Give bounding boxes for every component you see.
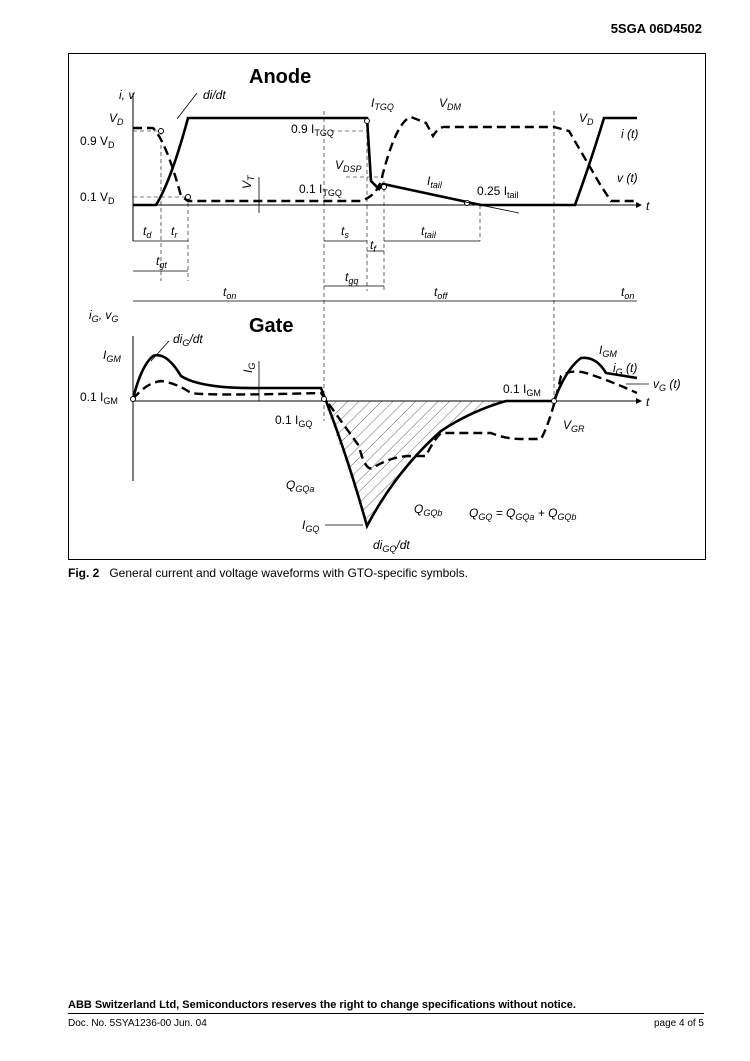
qgqa-label bbox=[286, 478, 314, 494]
toff-label bbox=[434, 285, 449, 301]
qgqa-main: Q bbox=[286, 478, 296, 492]
footer-divider bbox=[68, 1013, 704, 1014]
igm-right-sub: GM bbox=[602, 349, 617, 359]
ttail-sub: tail bbox=[424, 230, 436, 240]
ttail-main: t bbox=[421, 224, 425, 238]
digdt-end: /dt bbox=[189, 332, 203, 346]
vg-t-sub: G bbox=[659, 383, 667, 393]
td-label bbox=[143, 224, 152, 240]
tr-main: t bbox=[171, 224, 175, 238]
ttail-label bbox=[421, 224, 437, 240]
tgt-label bbox=[156, 254, 167, 270]
i01gq-main: 0.1 I bbox=[275, 413, 299, 427]
ig-t-main: i bbox=[613, 361, 616, 375]
document-code: 5SGA 06D4502 bbox=[610, 21, 702, 36]
ig-t-end: (t) bbox=[622, 361, 638, 375]
ts-sub: s bbox=[344, 230, 349, 240]
ig-t-sub: G bbox=[615, 367, 623, 377]
ton-label bbox=[223, 285, 236, 301]
formula-q: Q bbox=[469, 506, 479, 520]
v01-main: 0.1 V bbox=[80, 190, 109, 204]
tgq-sub: gq bbox=[348, 276, 359, 286]
vd-label bbox=[109, 111, 124, 127]
itgq-label bbox=[371, 96, 394, 112]
vd-right-sub: D bbox=[587, 117, 594, 127]
vdm-main: V bbox=[439, 96, 448, 110]
ts-main: t bbox=[341, 224, 345, 238]
i025-sub: tail bbox=[507, 190, 519, 200]
vd-main: V bbox=[109, 111, 118, 125]
ig-vertical-main: I bbox=[241, 369, 255, 373]
gate-axis-vg: , v bbox=[98, 308, 112, 322]
ts-label bbox=[341, 224, 349, 240]
gate-axis-vg-sub: G bbox=[111, 314, 119, 324]
tf-main: t bbox=[370, 238, 374, 252]
vdsp-sub: DSP bbox=[343, 164, 362, 174]
waveform-diagram bbox=[69, 54, 705, 559]
formula-plus: + Q bbox=[534, 506, 558, 520]
footer-notice: ABB Switzerland Ltd, Semiconductors reserves the right to change specifications without notice. bbox=[68, 999, 576, 1011]
vgr-main: V bbox=[563, 418, 572, 432]
qgqa-sub: GQa bbox=[295, 484, 315, 494]
i09-label bbox=[291, 122, 334, 138]
i025-label bbox=[477, 184, 519, 200]
vgr-label bbox=[563, 418, 585, 434]
gate-axis-ig: i bbox=[89, 308, 92, 322]
v09-label bbox=[80, 134, 115, 150]
i09-main: 0.9 I bbox=[291, 122, 315, 136]
qgqb-sub: GQb bbox=[423, 508, 443, 518]
i01gm-right-sub: GM bbox=[526, 388, 541, 398]
footer-doc-number: Doc. No. 5SYA1236-00 Jun. 04 bbox=[68, 1018, 207, 1029]
vt-main: V bbox=[240, 180, 254, 189]
tgt-sub: gt bbox=[159, 260, 167, 270]
digqdt-label bbox=[373, 538, 410, 554]
tgq-main: t bbox=[345, 270, 349, 284]
i025-main: 0.25 I bbox=[477, 184, 508, 198]
formula-a-sub: GQa bbox=[515, 512, 535, 522]
vdm-label bbox=[439, 96, 462, 112]
vd-right-label bbox=[579, 111, 594, 127]
tr-sub: r bbox=[174, 230, 178, 240]
i01-sub: TGQ bbox=[322, 188, 342, 198]
ton-main: t bbox=[223, 285, 227, 299]
ton2-sub: on bbox=[624, 291, 635, 301]
igq-sub: GQ bbox=[305, 524, 320, 534]
itgq-sub: TGQ bbox=[374, 102, 394, 112]
itail-label bbox=[427, 174, 443, 190]
i01gm-label bbox=[80, 390, 118, 406]
tgt-main: t bbox=[156, 254, 160, 268]
igm-sub: GM bbox=[106, 354, 121, 364]
itail-main: I bbox=[427, 174, 431, 188]
gate-axis-label bbox=[89, 308, 118, 324]
toff-main: t bbox=[434, 285, 438, 299]
digdt-main: di bbox=[173, 332, 183, 346]
gate-axis-ig-sub: G bbox=[91, 314, 99, 324]
toff-sub: off bbox=[437, 291, 448, 301]
ig-vertical-sub: G bbox=[247, 362, 257, 370]
formula-eq: = Q bbox=[492, 506, 516, 520]
i09-sub: TGQ bbox=[314, 128, 334, 138]
tgq-label bbox=[345, 270, 358, 286]
itgq-main: I bbox=[371, 96, 375, 110]
i01gm-right-main: 0.1 I bbox=[503, 382, 527, 396]
i01gq-label bbox=[275, 413, 312, 429]
tf-label bbox=[370, 238, 377, 254]
igm-right-label bbox=[599, 343, 617, 359]
digqdt-sub: GQ bbox=[382, 544, 397, 554]
itail-sub: tail bbox=[430, 180, 442, 190]
anode-t-label: t bbox=[646, 199, 650, 213]
ig-t-label bbox=[613, 361, 637, 377]
figure-caption bbox=[68, 566, 468, 580]
ton2-label bbox=[621, 285, 634, 301]
igq-label bbox=[302, 518, 319, 534]
digdt-label bbox=[173, 332, 203, 348]
digdt-sub: G bbox=[182, 338, 190, 348]
caption-text: General current and voltage waveforms with GTO-specific symbols. bbox=[109, 566, 468, 580]
ton2-main: t bbox=[621, 285, 625, 299]
formula-b-sub: GQb bbox=[557, 512, 577, 522]
v01-sub: D bbox=[108, 196, 115, 206]
caption-label: Fig. 2 bbox=[68, 566, 100, 580]
ig-vertical-label bbox=[241, 363, 257, 373]
vt-sub: T bbox=[246, 175, 256, 181]
igq-main: I bbox=[302, 518, 306, 532]
anode-title: Anode bbox=[249, 66, 312, 88]
vdsp-label bbox=[335, 158, 362, 174]
i01gm-main: 0.1 I bbox=[80, 390, 104, 404]
vd-right-main: V bbox=[579, 111, 588, 125]
i01gm-sub: GM bbox=[103, 396, 118, 406]
v09-main: 0.9 V bbox=[80, 134, 109, 148]
i01-main: 0.1 I bbox=[299, 182, 323, 196]
vg-t-end: (t) bbox=[666, 377, 681, 391]
tf-sub: f bbox=[373, 244, 376, 254]
didt-label: di/dt bbox=[203, 88, 226, 102]
i01gm-right-label bbox=[503, 382, 541, 398]
qgqb-main: Q bbox=[414, 502, 424, 516]
vdsp-main: V bbox=[335, 158, 344, 172]
igm-main: I bbox=[103, 348, 107, 362]
v09-sub: D bbox=[108, 140, 115, 150]
igm-label bbox=[103, 348, 121, 364]
formula-q-sub: GQ bbox=[478, 512, 493, 522]
igm-right-main: I bbox=[599, 343, 603, 357]
gate-title: Gate bbox=[249, 315, 294, 337]
td-sub: d bbox=[146, 230, 152, 240]
td-main: t bbox=[143, 224, 147, 238]
vg-t-label bbox=[653, 377, 681, 393]
digqdt-main: di bbox=[373, 538, 383, 552]
anode-current-curve bbox=[133, 118, 637, 205]
charge-formula bbox=[469, 506, 576, 522]
vgr-sub: GR bbox=[571, 424, 585, 434]
it-label: i (t) bbox=[621, 127, 639, 141]
tr-label bbox=[171, 224, 178, 240]
vg-t-main: v bbox=[653, 377, 659, 391]
gate-t-label: t bbox=[646, 395, 650, 409]
vdm-sub: DM bbox=[447, 102, 462, 112]
vt-label bbox=[240, 174, 256, 189]
footer-page-number: page 4 of 5 bbox=[653, 1018, 704, 1029]
v01-label bbox=[80, 190, 115, 206]
anode-axis-label: i, v bbox=[119, 88, 135, 102]
i01gq-sub: GQ bbox=[298, 419, 313, 429]
didt-pointer bbox=[177, 93, 197, 119]
i01-label bbox=[299, 182, 342, 198]
time-interval-lines bbox=[133, 241, 637, 301]
vd-sub: D bbox=[117, 117, 124, 127]
ton-sub: on bbox=[226, 291, 237, 301]
digqdt-end: /dt bbox=[396, 538, 410, 552]
guide-lines bbox=[133, 111, 554, 421]
qgqb-label bbox=[414, 502, 442, 518]
vt-curve-label: v (t) bbox=[617, 171, 638, 185]
waveform-figure bbox=[68, 53, 706, 560]
